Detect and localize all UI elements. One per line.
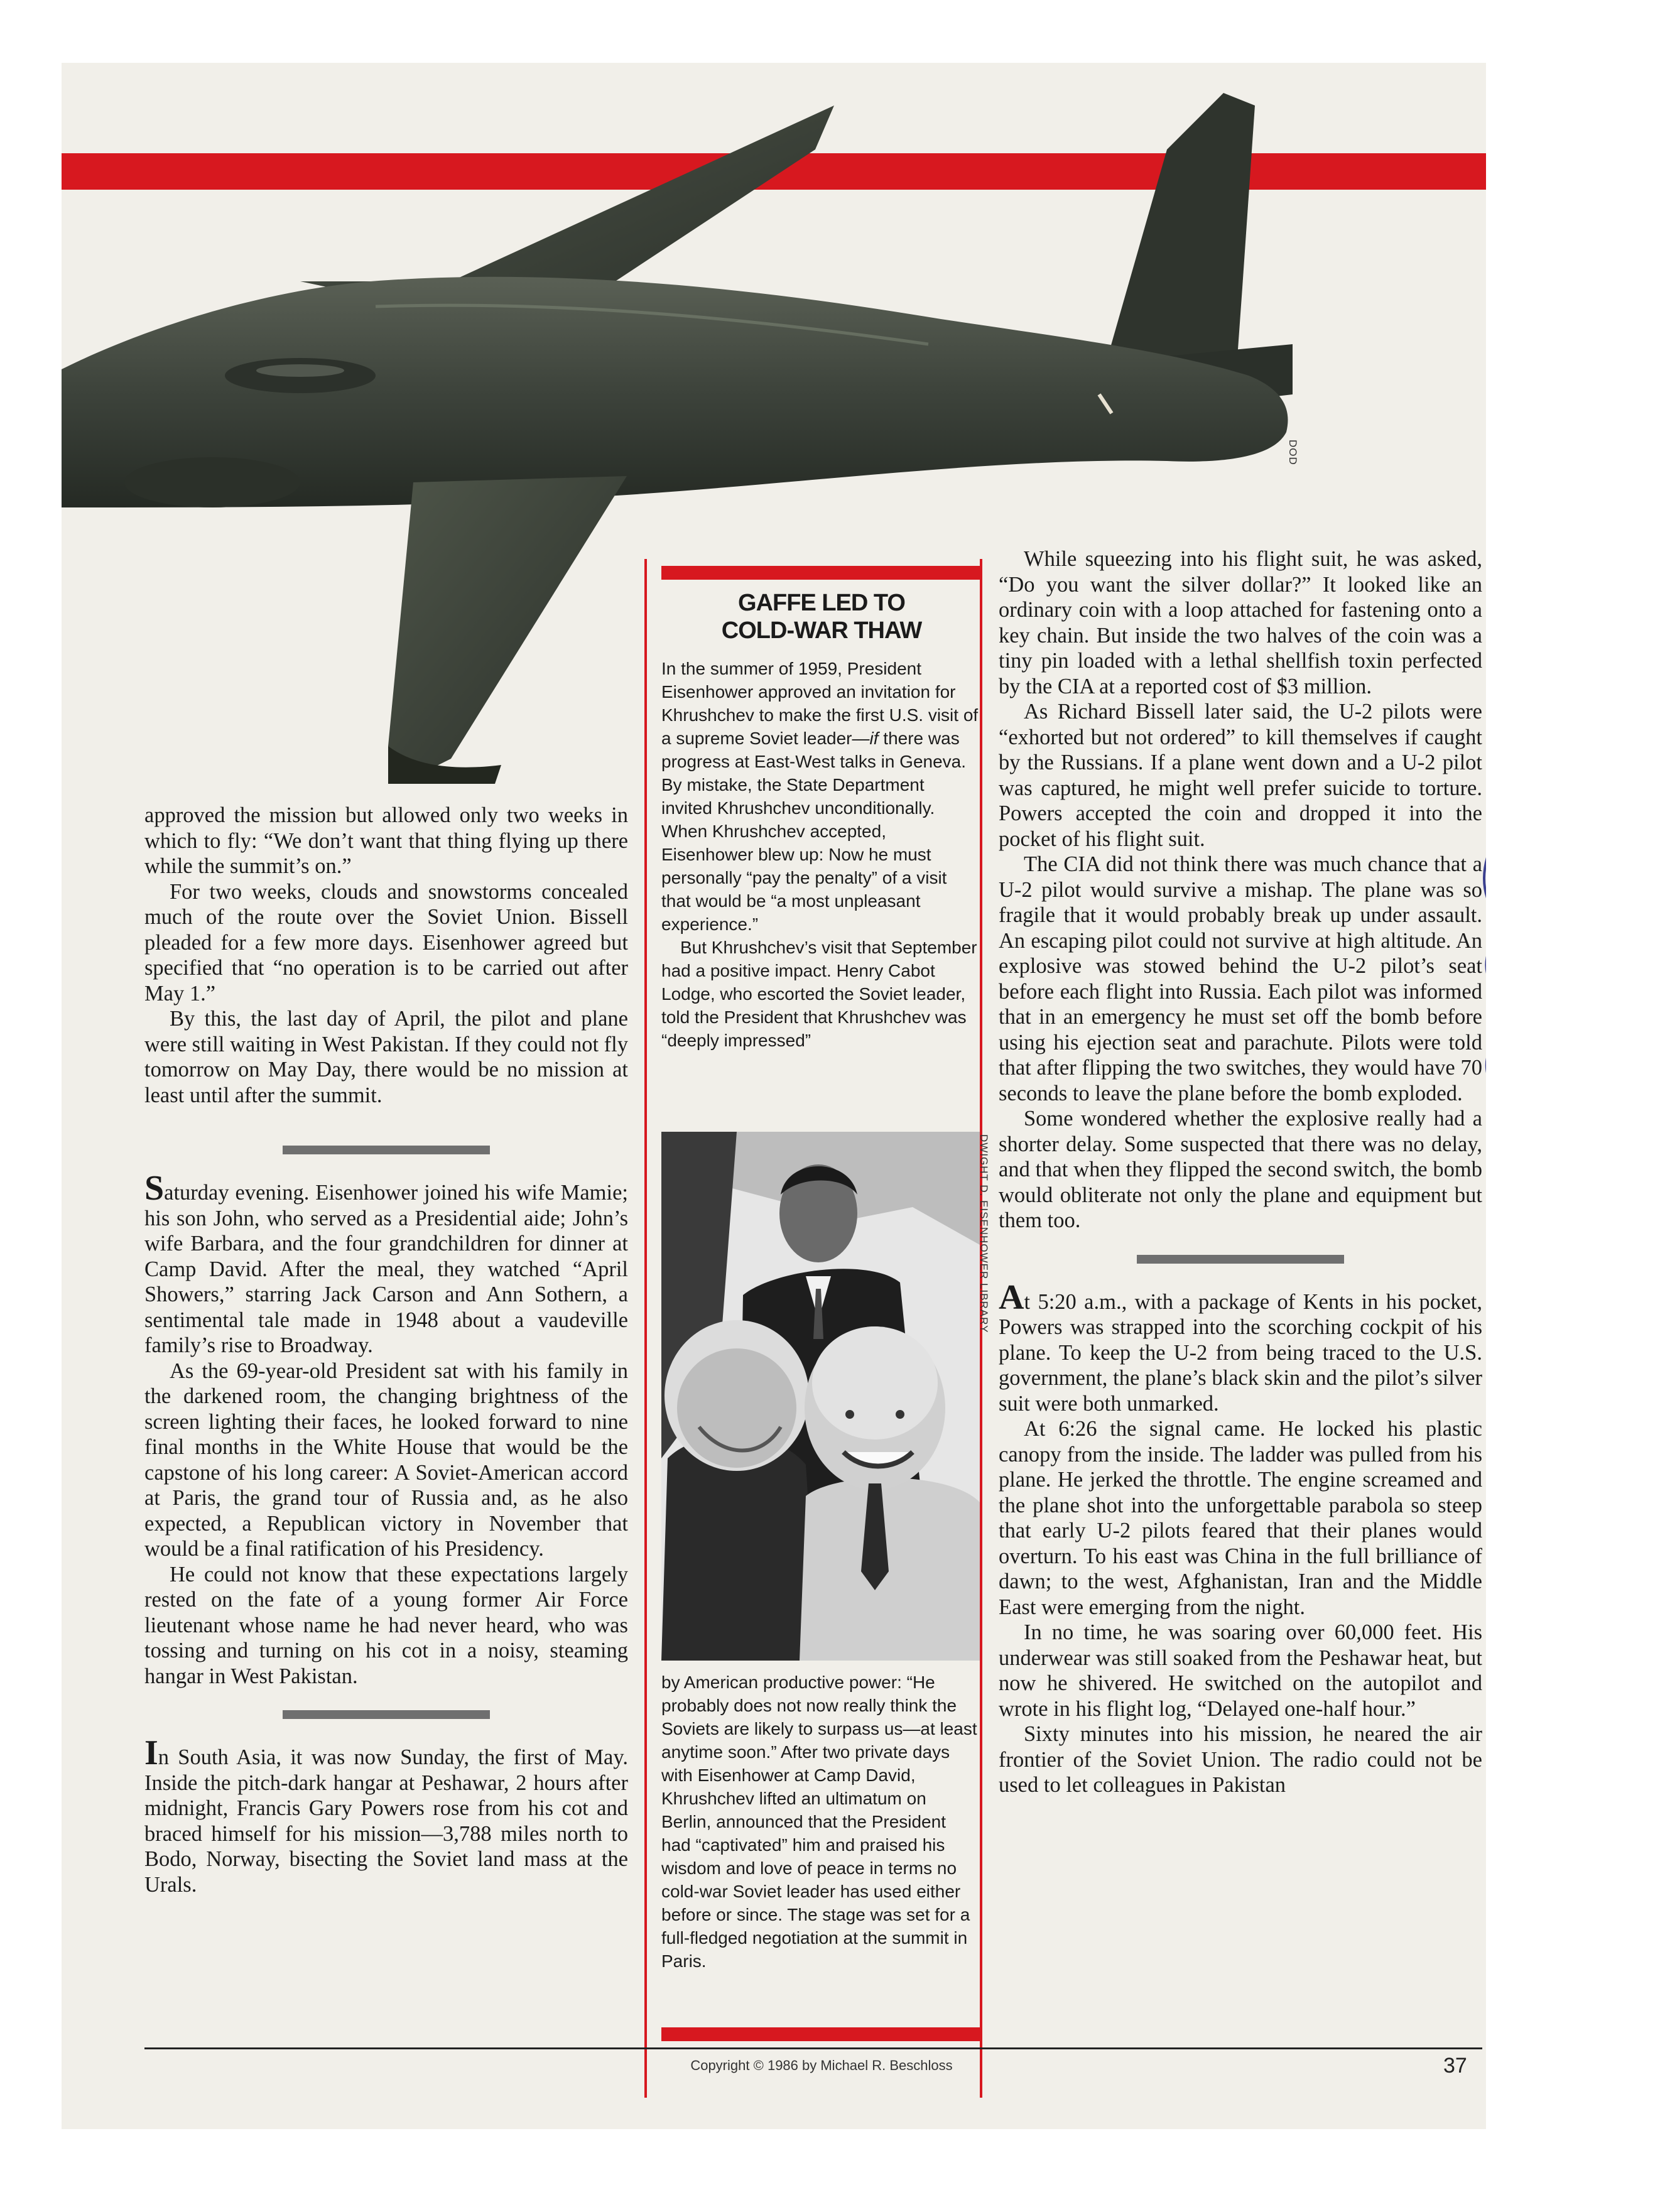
dropcap-i: I — [144, 1733, 158, 1772]
right-column — [999, 546, 1482, 1798]
sidebar-text-bottom — [661, 1671, 979, 1973]
page-number: 37 — [1443, 2054, 1467, 2078]
footer-rule — [144, 2047, 1482, 2049]
sidebar-text-top — [661, 657, 979, 1052]
right-paragraph-1: While squeezing into his flight suit, he was asked, “Do you want the silver dollar?” It looked like an ordinary coin with a loop attached for fastening onto a key chain. But inside the two halves of the coin was a tiny pin loaded with a lethal shellfish toxin perfected by the CIA at a reported cost of $3 million. — [999, 547, 1482, 698]
left-column — [144, 803, 628, 1897]
dropcap-s: S — [144, 1169, 165, 1208]
sidebar-paragraph-2: But Khrushchev’s visit that September had a positive impact. Henry Cabot Lodge, who escorted the Soviet leader, told the President that Khrushchev was “deeply impressed” — [661, 938, 977, 1050]
left-section-3-paragraph-1: In South Asia, it was now Sunday, the first of May. Inside the pitch-dark hangar at Peshawar, 2 hours after midnight, Francis Gary Powers rose from his cot and braced himself for his mission—3,788 miles north to Bodo, Norway, bisecting the Soviet land mass at the Urals. — [144, 1733, 628, 1897]
left-section-2-paragraph-1: Saturday evening. Eisenhower joined his wife Mamie; his son John, who served as a Presidential aide; John’s wife Barbara, and the four grandchildren for dinner at Camp David. After the meal, they watched “April Showers,” starring Jack Carson and Ann Sothern, a sentimental tale made in 1948 about a vaudeville family’s rise to Broadway. — [144, 1169, 628, 1357]
plane-photo-credit: DOD — [1287, 440, 1299, 465]
left-paragraph-2: For two weeks, clouds and snowstorms concealed much of the route over the Soviet Union. Bissell pleaded for a few more days. Eisenhower agreed but specified that “no operation is to be carried out after May 1.” — [144, 879, 628, 1006]
right-paragraph-4: Some wondered whether the explosive really had a shorter delay. Some suspected that there was no delay, and that when they flipped the second switch, the bomb would obliterate not only the plane and equipment but them too. — [999, 1107, 1482, 1232]
right-section-2-paragraph-2: At 6:26 the signal came. He locked his plastic canopy from the inside. The ladder was pulled from his plane. He jerked the throttle. The engine screamed and the plane shot into the unforgettable parabola so steep that early U-2 pilots feared that their planes would overturn. To his east was China in the full brilliance of dawn; to the west, Afghanistan, Iran and the Middle East were emerging from the night. — [999, 1417, 1482, 1619]
sidebar-paragraph-3: by American productive power: “He probably does not now really think the Soviets are likely to surpass us—at least anytime soon.” After two private days with Eisenhower at Camp David, Khrushchev lifted an ultimatum on Berlin, announced that the President had “captivated” him and praised his wisdom and love of peace in terms no cold-war Soviet leader has used either before or since. The stage was set for a full-fledged negotiation at the summit in Paris. — [661, 1673, 977, 1971]
copyright-line — [658, 2057, 985, 2074]
left-section-2-paragraph-3: He could not know that these expectations largely rested on the fate of a young former Air Force lieutenant whose name he had never heard, who was tossing and turning on his cot in a noisy, steaming hangar in West Pakistan. — [144, 1562, 628, 1688]
magazine-page — [62, 63, 1486, 2129]
section-divider — [1137, 1255, 1344, 1264]
sidebar-left-rule — [644, 559, 647, 2098]
copyright-word: Copyright — [690, 2057, 750, 2073]
sidebar-top-red-bar — [661, 566, 980, 580]
sidebar-bottom-red-bar — [661, 2027, 980, 2041]
left-paragraph-3: By this, the last day of April, the pilot and plane were still waiting in West Pakistan. If they could not fly tomorrow on May Day, there would be no mission at least until after the summit. — [144, 1007, 628, 1107]
leaders-photo-credit: DWIGHT D. EISENHOWER LIBRARY — [978, 1134, 990, 1333]
left-paragraph-1: approved the mission but allowed only two weeks in which to fly: “We don’t want that thing flying up there while the summit’s on.” — [144, 803, 628, 878]
right-section-2-paragraph-4: Sixty minutes into his mission, he neared the air frontier of the Soviet Union. The radio could not be used to let colleagues in Pakistan — [999, 1722, 1482, 1797]
plane-lower-wing — [388, 476, 627, 778]
left-section-2-paragraph-2: As the 69-year-old President sat with his family in the darkened room, the changing brightness of the screen lighting their faces, he looked forward to nine final months in the White House that would be the capstone of his long career: A Soviet-American accord at Paris, the grand tour of Russia and, as he also expected, a Republican victory in November that would be a final ratification of his Presidency. — [144, 1358, 628, 1561]
sidebar-headline: GAFFE LED TO COLD-WAR THAW — [721, 590, 922, 644]
plane-tail-fin — [1104, 93, 1255, 376]
dropcap-a: A — [999, 1277, 1024, 1317]
copyright-rest: 1986 by Michael R. Beschloss — [767, 2057, 953, 2073]
sidebar-paragraph-1: In the summer of 1959, President Eisenhower approved an invitation for Khrushchev to make the first U.S. visit of a supreme Soviet leader—if there was progress at East-West talks in Geneva. By mistake, the State Department invited Khrushchev unconditionally. When Khrushchev accepted, Eisenhower blew up: Now he must personally “pay the penalty” of a visit that would be “a most unpleasant experience.” — [661, 659, 979, 934]
eisenhower-khrushchev-photo — [661, 1132, 980, 1661]
right-paragraph-2: As Richard Bissell later said, the U-2 pilots were “exhorted but not ordered” to kill themselves if caught by the Russians. If a plane went down and a U-2 pilot was captured, he might well prefer suicide to torture. Powers accepted the coin and dropped it into the pocket of his flight suit. — [999, 700, 1482, 851]
section-divider — [283, 1146, 490, 1154]
right-section-2-paragraph-3: In no time, he was soaring over 60,000 feet. His underwear was still soaked from the Peshawar heat, but now he shivered. He switched on the autopilot and wrote in his flight log, “Delayed one-half hour.” — [999, 1620, 1482, 1721]
right-section-2-paragraph-1: At 5:20 a.m., with a package of Kents in his pocket, Powers was strapped into the scorching cockpit of his plane. To keep the U-2 from being traced to the U.S. government, the plane’s black skin and the pilot’s silver suit were both unmarked. — [999, 1277, 1482, 1416]
right-paragraph-3: The CIA did not think there was much chance that a U-2 pilot would survive a mishap. The plane was so fragile that it would probably break up under assault. An escaping pilot could not survive at high altitude. An explosive was stowed behind the U-2 pilot’s seat before each flight into Russia. Each pilot was informed that in an emergency he must set off the bomb before using his ejection seat and parachute. Pilots were told that after flipping the two switches, they would have 70 seconds to leave the plane before the bomb exploded. — [999, 852, 1482, 1105]
copyright-symbol: © — [753, 2057, 764, 2073]
section-divider — [283, 1710, 490, 1719]
margin-squiggle-annotation — [1475, 842, 1486, 1269]
